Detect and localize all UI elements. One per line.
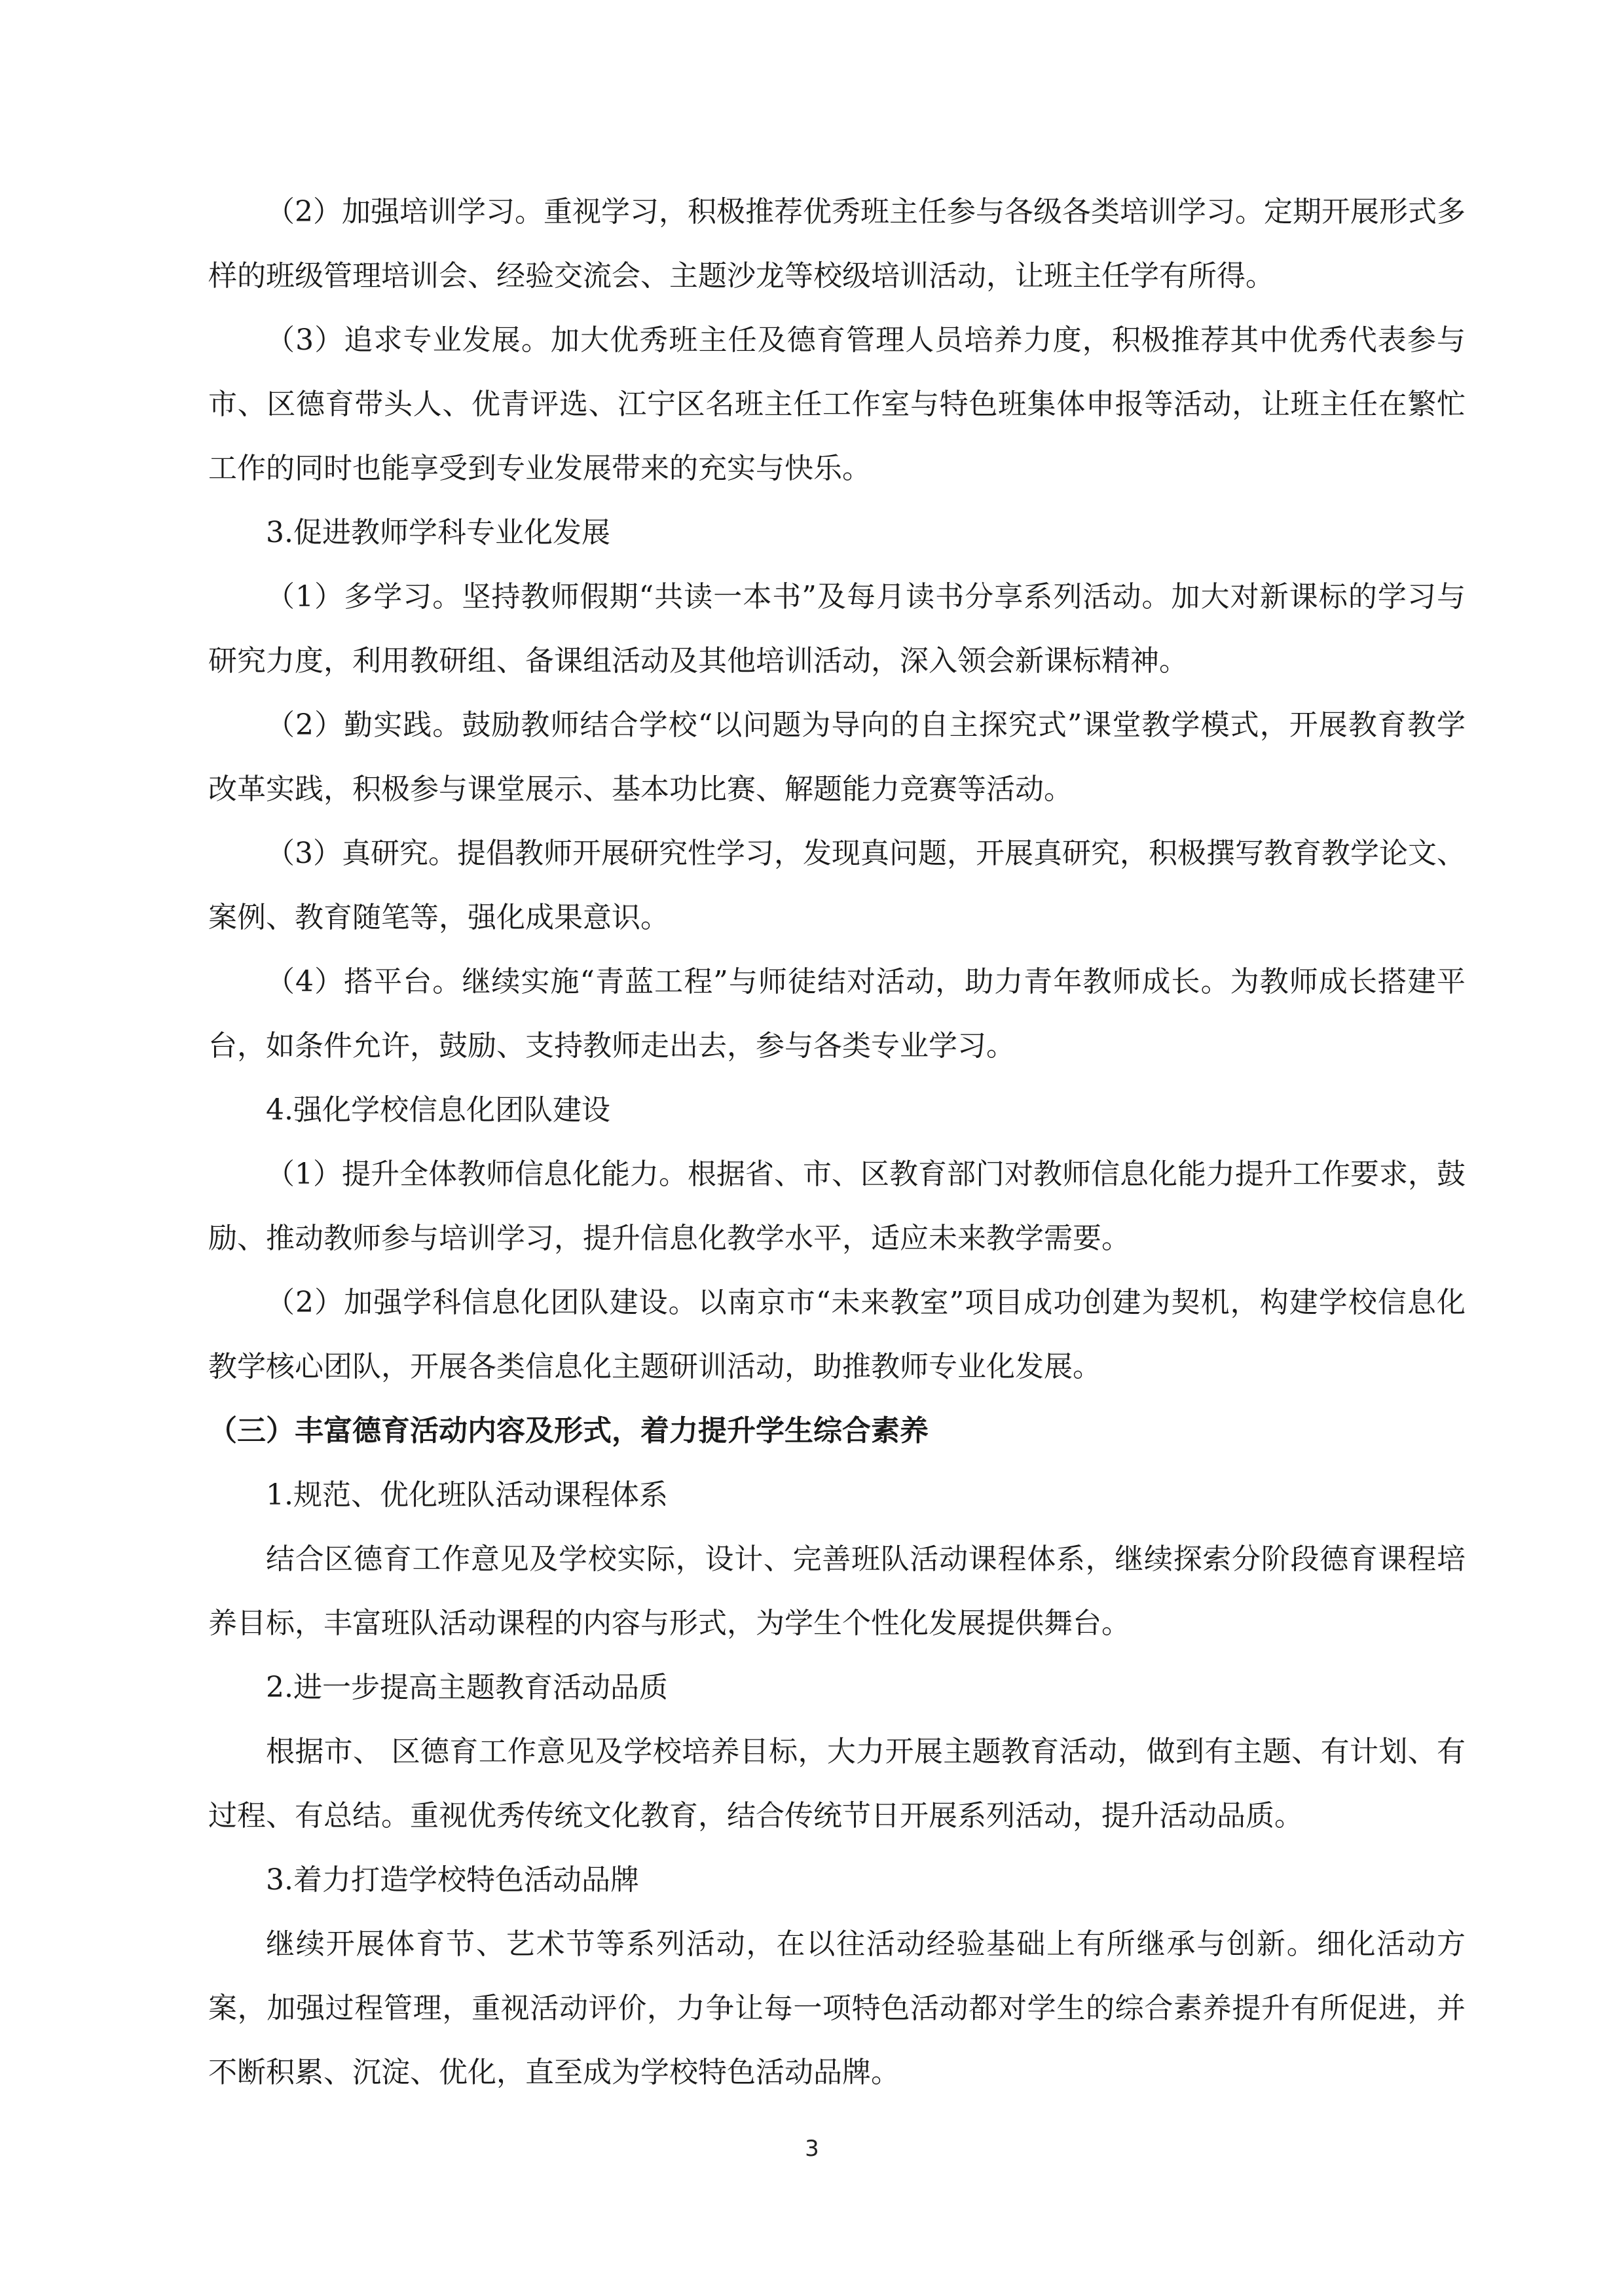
page-number: 3 <box>805 2136 819 2162</box>
paragraph-research: （3）真研究。提倡教师开展研究性学习，发现真问题，开展真研究，积极撰写教育教学论文、案例、教育随笔等，强化成果意识。 <box>208 837 1466 934</box>
section-heading-information-team: 4.强化学校信息化团队建设 <box>266 1093 610 1127</box>
section-heading-teacher-development: 3.促进教师学科专业化发展 <box>266 516 610 549</box>
document-body <box>208 180 1466 2105</box>
paragraph-class-curriculum: 结合区德育工作意见及学校实际，设计、完善班队活动课程体系，继续探索分阶段德育课程培养目标，丰富班队活动课程的内容与形式，为学生个性化发展提供舞台。 <box>208 1542 1466 1640</box>
chapter-heading-moral-education: （三）丰富德育活动内容及形式，着力提升学生综合素养 <box>208 1414 929 1448</box>
paragraph-study: （1）多学习。坚持教师假期“共读一本书”及每月读书分享系列活动。加大对新课标的学习与研究力度，利用教研组、备课组活动及其他培训活动，深入领会新课标精神。 <box>208 580 1466 678</box>
paragraph-training: （2）加强培训学习。重视学习，积极推荐优秀班主任参与各级各类培训学习。定期开展形式多样的班级管理培训会、经验交流会、主题沙龙等校级培训活动，让班主任学有所得。 <box>208 195 1466 293</box>
paragraph-professional-development: （3）追求专业发展。加大优秀班主任及德育管理人员培养力度，积极推荐其中优秀代表参与市、区德育带头人、优青评选、江宁区名班主任工作室与特色班集体申报等活动，让班主任在繁忙工作的同时也能享受到专业发展带来的充实与快乐。 <box>208 323 1466 485</box>
section-heading-class-curriculum: 1.规范、优化班队活动课程体系 <box>266 1478 668 1512</box>
paragraph-featured-activities: 继续开展体育节、艺术节等系列活动，在以往活动经验基础上有所继承与创新。细化活动方案，加强过程管理，重视活动评价，力争让每一项特色活动都对学生的综合素养提升有所促进，并不断积累、沉淀、优化，直至成为学校特色活动品牌。 <box>208 1927 1466 2089</box>
paragraph-platform: （4）搭平台。继续实施“青蓝工程”与师徒结对活动，助力青年教师成长。为教师成长搭建平台，如条件允许，鼓励、支持教师走出去，参与各类专业学习。 <box>208 965 1466 1063</box>
paragraph-information-team: （2）加强学科信息化团队建设。以南京市“未来教室”项目成功创建为契机，构建学校信息化教学核心团队，开展各类信息化主题研训活动，助推教师专业化发展。 <box>208 1286 1466 1383</box>
paragraph-information-ability: （1）提升全体教师信息化能力。根据省、市、区教育部门对教师信息化能力提升工作要求，鼓励、推动教师参与培训学习，提升信息化教学水平，适应未来教学需要。 <box>208 1157 1466 1255</box>
paragraph-theme-education: 根据市、 区德育工作意见及学校培养目标，大力开展主题教育活动，做到有主题、有计划、有过程、有总结。重视优秀传统文化教育，结合传统节日开展系列活动，提升活动品质。 <box>208 1735 1466 1832</box>
section-heading-featured-activities: 3.着力打造学校特色活动品牌 <box>266 1863 639 1897</box>
section-heading-theme-education: 2.进一步提高主题教育活动品质 <box>266 1671 668 1704</box>
paragraph-practice: （2）勤实践。鼓励教师结合学校“以问题为导向的自主探究式”课堂教学模式，开展教育教学改革实践，积极参与课堂展示、基本功比赛、解题能力竞赛等活动。 <box>208 708 1466 806</box>
